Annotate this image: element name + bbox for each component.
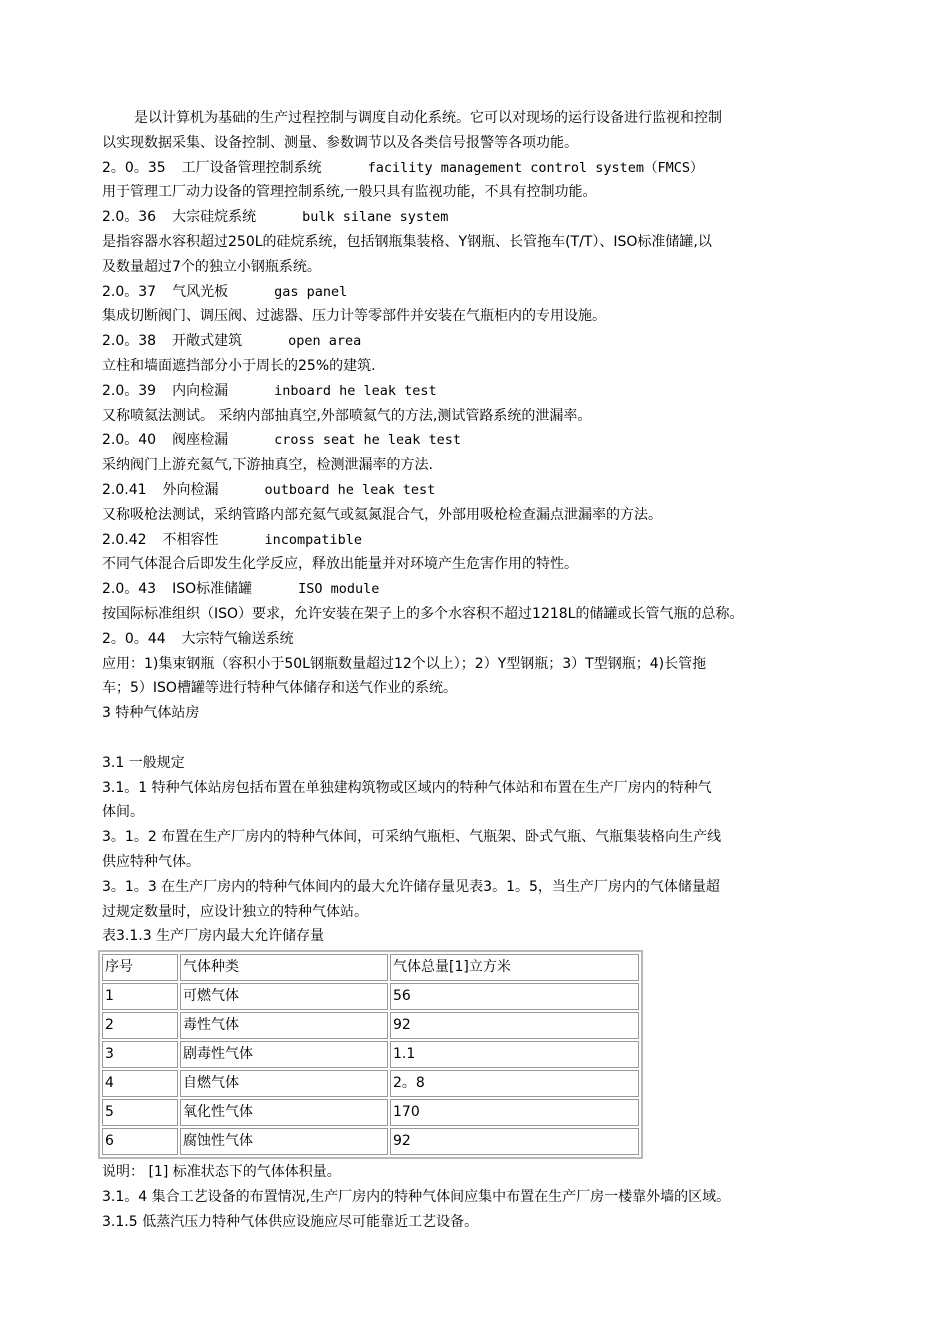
term-definitions (102, 156, 862, 702)
term-english-name: incompatible (264, 531, 363, 548)
term-english-name: cross seat he leak test (274, 432, 462, 449)
term-heading (102, 478, 862, 503)
term-heading (102, 379, 862, 404)
table-row (102, 1012, 639, 1039)
term-code: 2。0。44 (102, 630, 166, 647)
clause-3-1-4: 3.1。4 集合工艺设备的布置情况,生产厂房内的特种气体间应集中布置在生产厂房一楼靠外墙的区域。 (102, 1188, 731, 1205)
storage-table (98, 950, 643, 1159)
table-cell: 2 (102, 1012, 178, 1039)
term-english-name: gas panel (274, 283, 348, 300)
table-row (102, 1070, 639, 1097)
table-cell: 氧化性气体 (180, 1099, 388, 1126)
table-cell: 剧毒性气体 (180, 1041, 388, 1068)
clause-line: 3。1。2 布置在生产厂房内的特种气体间，可采纳气瓶柜、气瓶架、卧式气瓶、气瓶集装格向生产线 (102, 829, 722, 846)
table-cell: 56 (390, 983, 639, 1010)
table-row (102, 1099, 639, 1126)
term-chinese-name: 开敞式建筑 (172, 333, 243, 350)
clauses (102, 776, 862, 925)
term-chinese-name: 气风光板 (172, 283, 229, 300)
table-cell: 2。8 (390, 1070, 639, 1097)
chapter-heading: 3 特种气体站房 (102, 705, 200, 722)
table-cell: 1 (102, 983, 178, 1010)
table-cell: 可燃气体 (180, 983, 388, 1010)
term-description: 应用：1)集束钢瓶（容积小于50L钢瓶数量超过12个以上）；2）Y型钢瓶；3）T型钢瓶；4)长管拖 (102, 655, 707, 672)
term-chinese-name: 不相容性 (162, 531, 219, 548)
term-english-name: bulk silane system (302, 209, 449, 226)
term-code: 2.0。40 (102, 432, 157, 449)
term-code: 2.0。36 (102, 209, 157, 226)
term-english-name: open area (288, 333, 362, 350)
table-cell: 1.1 (390, 1041, 639, 1068)
blank-line (102, 726, 862, 751)
document-page (102, 106, 862, 1234)
term-code: 2.0.42 (102, 531, 147, 548)
term-code: 2.0。43 (102, 581, 157, 598)
term-heading (102, 577, 862, 602)
term-chinese-name: 阀座检漏 (172, 432, 229, 449)
table-note: 说明： [1] 标准状态下的气体体积量。 (102, 1164, 341, 1181)
section-heading: 3.1 一般规定 (102, 754, 185, 771)
term-description: 车；5）ISO槽罐等进行特种气体储存和送气作业的系统。 (102, 680, 457, 697)
table-cell: 170 (390, 1099, 639, 1126)
term-english-name: inboard he leak test (274, 382, 437, 399)
table-caption: 表3.1.3 生产厂房内最大允许储存量 (102, 928, 325, 945)
table-row (102, 983, 639, 1010)
table-row (102, 1041, 639, 1068)
clause-3-1-5: 3.1.5 低蒸汽压力特种气体供应设施应尽可能靠近工艺设备。 (102, 1213, 479, 1230)
term-description: 立柱和墙面遮挡部分小于周长的25%的建筑. (102, 357, 376, 374)
term-description: 用于管理工厂动力设备的管理控制系统,一般只具有监视功能，不具有控制功能。 (102, 184, 597, 201)
term-chinese-name: 大宗特气输送系统 (181, 630, 294, 647)
term-chinese-name: ISO标准储罐 (172, 581, 253, 598)
table-cell: 腐蚀性气体 (180, 1128, 388, 1155)
clause-line: 供应特种气体。 (102, 853, 200, 870)
term-code: 2.0。38 (102, 333, 157, 350)
table-header-cell: 气体种类 (180, 954, 388, 981)
term-description: 及数量超过7个的独立小钢瓶系统。 (102, 258, 321, 275)
term-code: 2.0。39 (102, 382, 157, 399)
table-header-cell: 序号 (102, 954, 178, 981)
table-cell: 4 (102, 1070, 178, 1097)
term-heading (102, 329, 862, 354)
paragraph-line: 是以计算机为基础的生产过程控制与调度自动化系统。它可以对现场的运行设备进行监视和控制 (134, 110, 722, 126)
clause-line: 3.1。1 特种气体站房包括布置在单独建构筑物或区域内的特种气体站和布置在生产厂房内的特种气 (102, 779, 712, 796)
table-cell: 自燃气体 (180, 1070, 388, 1097)
clause-line: 体间。 (102, 804, 144, 821)
term-description: 集成切断阀门、调压阀、过滤器、压力计等零部件并安装在气瓶柜内的专用设施。 (102, 308, 606, 325)
term-chinese-name: 外向检漏 (162, 481, 219, 498)
term-code: 2.0。37 (102, 283, 157, 300)
term-description: 是指容器水容积超过250L的硅烷系统，包括钢瓶集装格、Y钢瓶、长管拖车(T/T）、ISO标准储罐,以 (102, 233, 712, 250)
term-chinese-name: 大宗硅烷系统 (172, 209, 257, 226)
term-chinese-name: 工厂设备管理控制系统 (181, 159, 322, 176)
table-row (102, 1128, 639, 1155)
term-heading (102, 280, 862, 305)
term-description: 又称喷氦法测试。 采纳内部抽真空,外部喷氦气的方法,测试管路系统的泄漏率。 (102, 407, 592, 424)
term-description: 又称吸枪法测试，采纳管路内部充氦气或氦氮混合气，外部用吸枪检查漏点泄漏率的方法。 (102, 506, 662, 523)
term-english-name: outboard he leak test (264, 481, 436, 498)
term-heading (102, 205, 862, 230)
term-heading (102, 156, 862, 181)
table-cell: 6 (102, 1128, 178, 1155)
table-cell: 毒性气体 (180, 1012, 388, 1039)
term-heading (102, 528, 862, 553)
term-english-name: facility management control system（FMCS） (367, 159, 704, 176)
table-cell: 92 (390, 1128, 639, 1155)
clause-line: 3。1。3 在生产厂房内的特种气体间内的最大允许储存量见表3。1。5，当生产厂房内的气体储量超 (102, 878, 720, 895)
term-heading (102, 428, 862, 453)
table-header-row (102, 954, 639, 981)
term-heading (102, 627, 862, 652)
paragraph-line: 以实现数据采集、设备控制、测量、参数调节以及各类信号报警等各项功能。 (102, 134, 578, 151)
term-code: 2.0.41 (102, 481, 147, 498)
table-cell: 3 (102, 1041, 178, 1068)
term-description: 采纳阀门上游充氦气,下游抽真空，检测泄漏率的方法. (102, 457, 433, 474)
term-description: 按国际标准组织（ISO）要求，允许安装在架子上的多个水容积不超过1218L的储罐或长管气瓶的总称。 (102, 605, 744, 622)
term-english-name: ISO module (298, 581, 380, 598)
clause-line: 过规定数量时，应设计独立的特种气体站。 (102, 903, 368, 920)
term-code: 2。0。35 (102, 159, 166, 176)
table-cell: 92 (390, 1012, 639, 1039)
table-header-cell: 气体总量[1]立方米 (390, 954, 639, 981)
term-chinese-name: 内向检漏 (172, 382, 229, 399)
table-cell: 5 (102, 1099, 178, 1126)
term-description: 不同气体混合后即发生化学反应，释放出能量并对环境产生危害作用的特性。 (102, 556, 578, 573)
